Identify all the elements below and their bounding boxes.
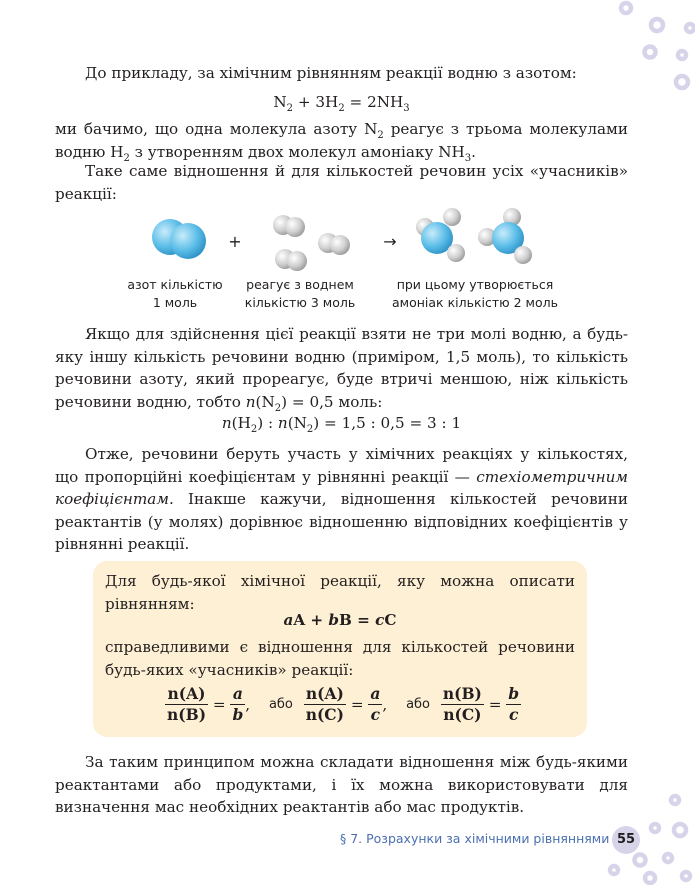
rule-box-equation: aA + bB = cC <box>283 611 397 629</box>
reaction-arrow: → <box>383 232 397 251</box>
paragraph-participants: Таке саме відношення й для кількостей речовин усіх «учасників» реакції: <box>55 162 628 203</box>
equation-ammonia: $N_2 + 3H_2 = 2NH_3$ <box>273 93 410 115</box>
rule-box-line2: справедливими є відношення для кількостей речовини будь-яких «учасників» реакції: <box>105 638 575 679</box>
page-number: 55 <box>612 826 640 854</box>
plus-sign: + <box>228 232 242 251</box>
molecule-illustration <box>140 205 540 285</box>
equation-ratio: $n(H_2)$ : $n(N_2) = 1,5$ : 0,5 = 3 : 1 <box>221 414 462 436</box>
rule-box-fractions: $\frac{n(A)}{n(B)}$ = $\frac{a}{b}$ , або $\frac{n(A)}{n(C)}$ = $\frac{a}{c}$ , або $\frac{n(B)}{n(C)}$ = $\frac{b}{c}$ <box>167 684 520 724</box>
paragraph-conclusion: Отже, речовини беруть участь у хімічних реакціях у кількостях, що пропорційні коефіцієнтам у рівнянні реакції — стехіометричним коефіцієнтам. Інакше кажучи, відношення кількостей речовини реактантів (у молях) дорівнює відношенню відповідних коефіцієнтів у рівнянні реакції. <box>55 445 628 553</box>
ammonia-molecule-2 <box>478 208 532 264</box>
paragraph-intro: До прикладу, за хімічним рівнянням реакції водню з азотом: <box>85 64 577 82</box>
paragraph-principle: За таким принципом можна складати відношення між будь-якими реактантами або продуктами, і їх можна використовувати для визначення мас необхідних реактантів або мас продуктів. <box>55 753 628 816</box>
paragraph-molecules: ми бачимо, що одна молекула азоту $N_2$ реагує з трьома молекулами водню $H_2$ з утворенням двох молекул амоніаку $NH_3$. <box>55 120 628 164</box>
fraction-nA-nC: $\frac{n(A)}{n(C)}$ <box>305 684 344 724</box>
label-hydrogen: реагує з воднем кількістю 3 моль <box>244 277 356 310</box>
fraction-nA-nB: $\frac{n(A)}{n(B)}$ <box>167 684 207 724</box>
rule-box-line1: Для будь-якої хімічної реакції, яку можна описати рівнянням: <box>105 572 575 613</box>
nitrogen-molecule <box>152 219 206 259</box>
ammonia-molecule-1 <box>416 208 465 262</box>
paragraph-hydrogen-amount: Якщо для здійснення цієї реакції взяти не три молі водню, а будь-яку іншу кількість речовини водню (приміром, 1,5 моль), то кількість речовини азоту, який прореагує, буде втричі меншою, ніж кількість речовини водню, тобто $n(N_2) = 0,5$ моль: <box>55 325 628 414</box>
fraction-nB-nC: $\frac{n(B)}{n(C)}$ <box>442 684 482 724</box>
section-footer: § 7. Розрахунки за хімічними рівняннями <box>340 831 610 846</box>
label-ammonia: при цьому утворюється амоніак кількістю 2 моль <box>392 277 558 310</box>
label-nitrogen: азот кількістю 1 моль <box>127 277 223 310</box>
hydrogen-molecules <box>273 215 350 271</box>
